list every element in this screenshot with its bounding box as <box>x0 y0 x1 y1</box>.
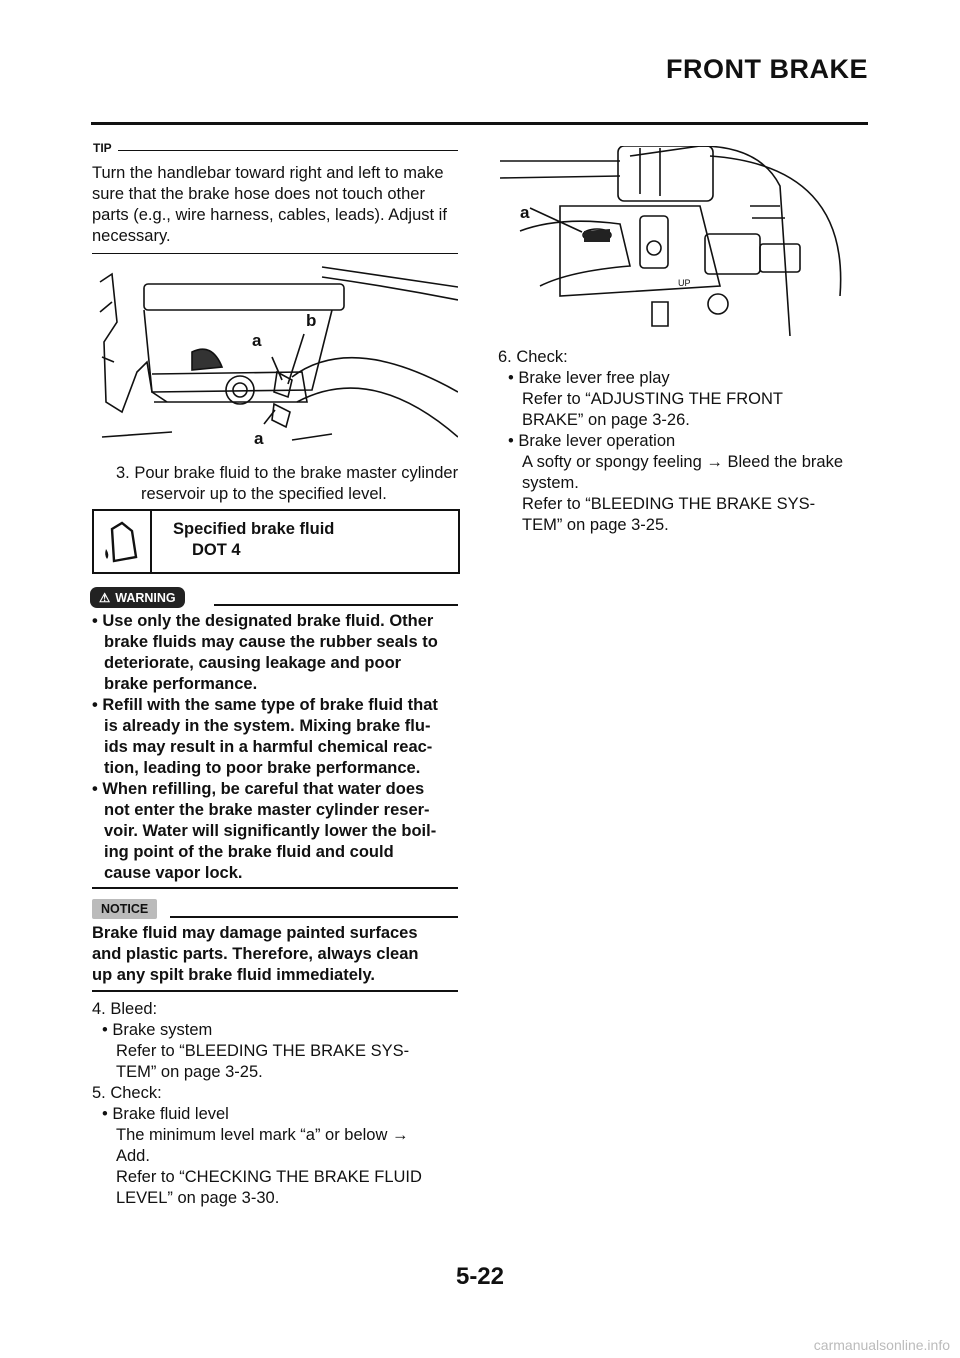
notice-line2: and plastic parts. Therefore, always clean <box>92 945 419 963</box>
page-number: 5-22 <box>455 1263 505 1290</box>
figure1-label-a-bottom: a <box>254 429 264 448</box>
warning-badge <box>90 587 185 608</box>
warning-item-3-line4: ing point of the brake fluid and could <box>104 843 394 861</box>
reservoir-figure <box>92 262 458 452</box>
step6-bullet2: • Brake lever operation <box>508 432 676 450</box>
figure1-label-b: b <box>306 311 317 330</box>
step6-bullet1: • Brake lever free play <box>508 369 670 387</box>
tip-rule-bottom <box>92 253 458 254</box>
step4-ref1: Refer to “BLEEDING THE BRAKE SYS- <box>116 1042 410 1060</box>
notice-rule-top <box>170 916 458 918</box>
tip-label: TIP <box>93 141 112 155</box>
warning-item-1-line3: deteriorate, causing leakage and poor <box>104 654 402 672</box>
step5-line3: Refer to “CHECKING THE BRAKE FLUID <box>116 1168 422 1186</box>
tip-rule-top <box>118 150 458 151</box>
notice-line3: up any spilt brake fluid immediately. <box>92 966 376 984</box>
notice-rule-bottom <box>92 990 458 992</box>
warning-item-2-line1: • Refill with the same type of brake fluid that <box>92 696 438 714</box>
step5-line4: LEVEL” on page 3-30. <box>116 1189 280 1207</box>
warning-item-2-line4: tion, leading to poor brake performance. <box>104 759 421 777</box>
warning-rule-top <box>214 604 458 606</box>
up-marking: UP <box>678 278 691 288</box>
step5-bullet: • Brake fluid level <box>102 1105 229 1123</box>
step6-title: 6. Check: <box>498 348 568 366</box>
step4-ref2: TEM” on page 3-25. <box>116 1063 263 1081</box>
spec-box <box>92 509 460 574</box>
watermark: carmanualsonline.info <box>813 1337 950 1353</box>
step5-line2: Add. <box>116 1147 150 1165</box>
brake-lever-figure <box>500 146 866 342</box>
step6-ref2a: Refer to “BLEEDING THE BRAKE SYS- <box>522 495 816 513</box>
warning-item-3-line2: not enter the brake master cylinder reser- <box>104 801 430 819</box>
warning-item-1-line1: • Use only the designated brake fluid. Other <box>92 612 434 630</box>
warning-item-1-line2: brake fluids may cause the rubber seals to <box>104 633 438 651</box>
warning-item-2-line3: ids may result in a harmful chemical reac- <box>104 738 433 756</box>
step4-bullet: • Brake system <box>102 1021 213 1039</box>
step5-title: 5. Check: <box>92 1084 162 1102</box>
step6-op1: A softy or spongy feeling → Bleed the brake <box>522 453 844 471</box>
notice-line1: Brake fluid may damage painted surfaces <box>92 924 418 942</box>
step6-op2: system. <box>522 474 579 492</box>
spec-divider <box>150 511 152 572</box>
warning-label: WARNING <box>115 591 176 605</box>
warning-rule-bottom <box>92 887 458 889</box>
brake-fluid-can-icon <box>102 519 142 565</box>
figure1-label-a-top: a <box>252 331 262 350</box>
warning-item-3-line5: cause vapor lock. <box>104 864 243 882</box>
tip-text: Turn the handlebar toward right and left to make sure that the brake hose does not touch other parts (e.g., wire harness, cables, leads). Adjust if necessary. <box>92 164 447 245</box>
step6-ref1b: BRAKE” on page 3-26. <box>522 411 690 429</box>
spec-title: Specified brake fluid <box>173 520 335 538</box>
spec-value: DOT 4 <box>192 541 241 559</box>
notice-badge: NOTICE <box>92 899 157 919</box>
step6-ref1a: Refer to “ADJUSTING THE FRONT <box>522 390 783 408</box>
header-rule <box>91 122 868 125</box>
step3-line2: reservoir up to the specified level. <box>141 485 387 503</box>
step5-line1: The minimum level mark “a” or below → <box>116 1126 409 1144</box>
step4-title: 4. Bleed: <box>92 1000 158 1018</box>
step3-line1: 3. Pour brake fluid to the brake master cylinder <box>116 464 459 482</box>
page-title: FRONT BRAKE <box>666 54 868 84</box>
figure2-label-a: a <box>520 203 530 222</box>
warning-item-3-line3: voir. Water will significantly lower the boil- <box>104 822 437 840</box>
warning-item-2-line2: is already in the system. Mixing brake flu- <box>104 717 431 735</box>
step6-ref2b: TEM” on page 3-25. <box>522 516 669 534</box>
warning-icon: ⚠ <box>99 591 111 605</box>
warning-item-1-line4: brake performance. <box>104 675 258 693</box>
warning-item-3-line1: • When refilling, be careful that water does <box>92 780 425 798</box>
